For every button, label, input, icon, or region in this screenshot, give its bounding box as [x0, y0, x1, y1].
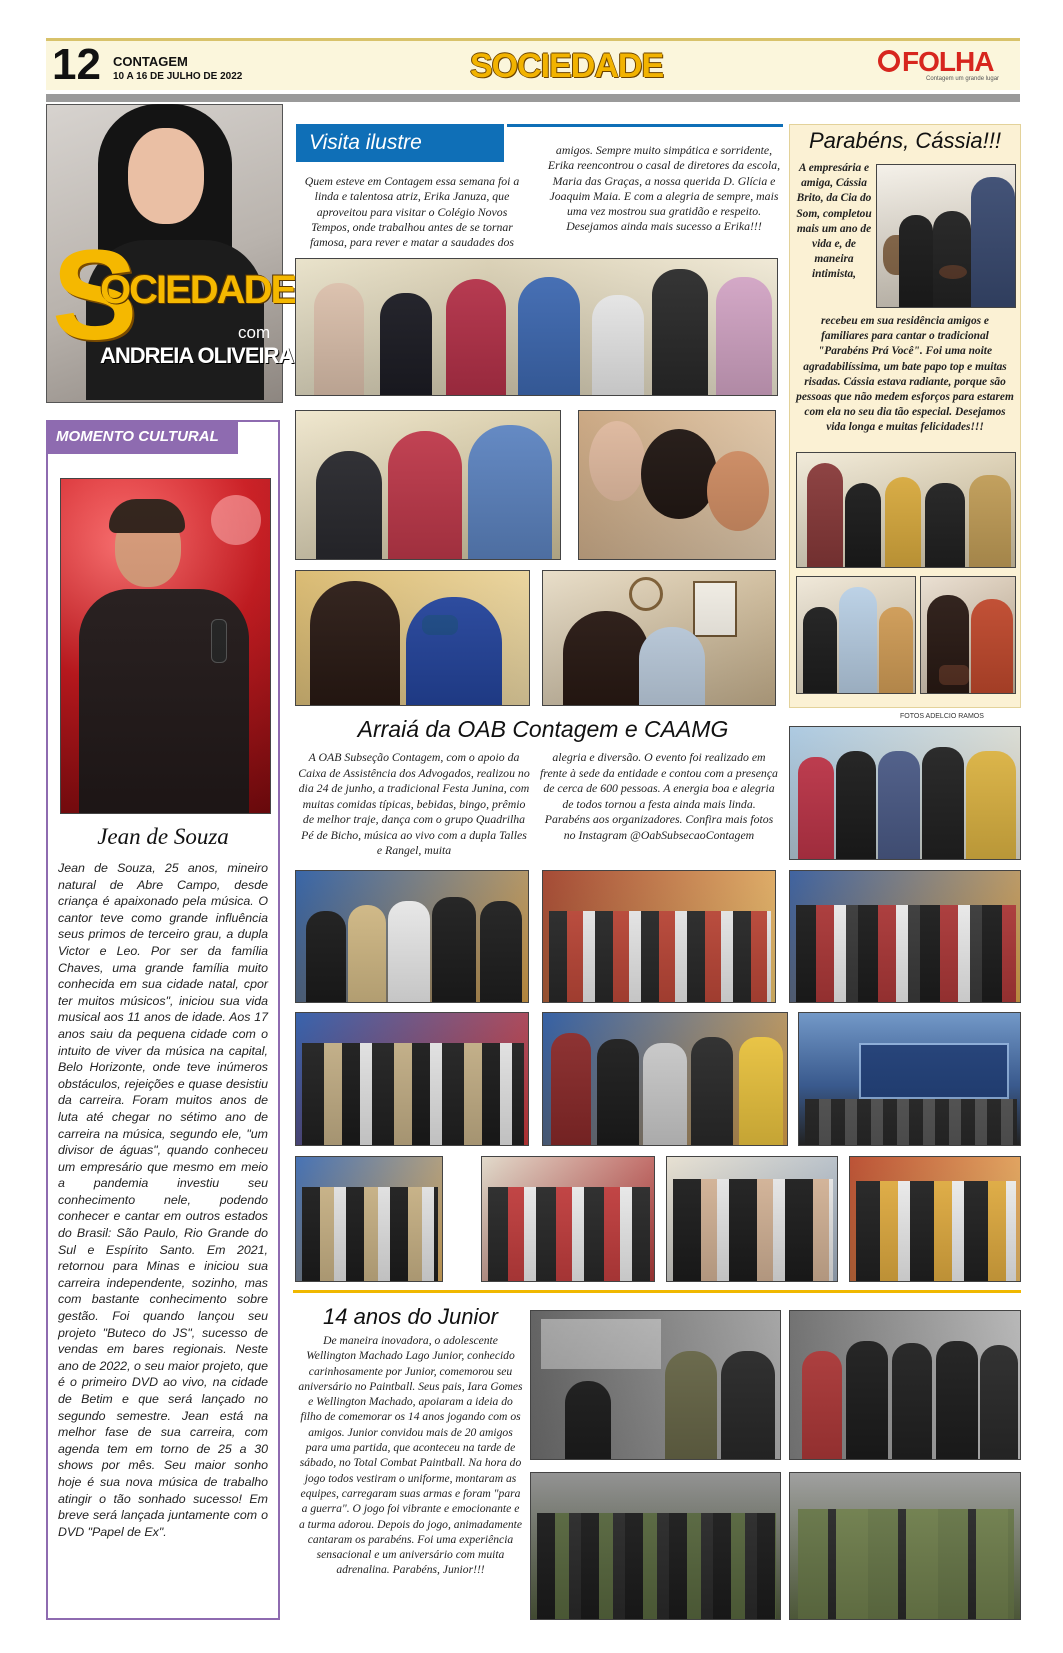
- logo-tagline: Contagem um grande lugar: [926, 76, 1000, 82]
- arraia-photo-10: [849, 1156, 1021, 1282]
- cassia-group-photo-2: [796, 576, 916, 694]
- visita-masked-photo: [295, 570, 530, 706]
- arraia-photo-8: [481, 1156, 655, 1282]
- banner-word: OCIEDADE: [100, 268, 296, 312]
- arraia-photo-1: [789, 726, 1021, 860]
- cassia-main-photo: [876, 164, 1016, 308]
- visita-title: Visita ilustre: [309, 131, 422, 154]
- junior-text: De maneira inovadora, o adolescente Wellington Machado Lago Junior, conhecido carinhosamente por Junior, comemorou seu aniversário no Paintball. Seus pais, Iara Gomes e Wellington Machado, apoiaram a ideia do filho de comemorar os 14 anos jogando com os amigos. Junior convidou mais de 20 amigos para uma partida, que aconteceu na tarde de sábado, no Total Combat Paintball. Na hora do jogo todos vestiram o uniforme, montaram as equipes, carregaram suas armas e foram "para a guerra". O jogo foi vibrante e emocionante e a turma adorou. Depois do jogo, animadamente cantaram os parabéns. Foi uma experiência sensacional e um aniversário com muita adrenalina. Parabéns, Junior!!!: [298, 1334, 523, 1577]
- banner-big-letter: S: [52, 224, 138, 367]
- arraia-photo-3: [542, 870, 776, 1003]
- parabens-text-narrow: A empresária e amiga, Cássia Brito, da Cia do Som, completou mais um ano de vida e, de maneira intimista,: [796, 162, 872, 281]
- visita-photo-trio: [295, 410, 561, 560]
- junior-family-photo: [789, 1310, 1021, 1460]
- parabens-text-wide: recebeu em sua residência amigos e familiares para cantar o tradicional "Parabéns Prá Você". Foi uma noite agradabilíssima, um bate papo top e muitas risadas. Cássia estava radiante, porque são pessoas que não medem esforços para estarem com ela no seu dia tão especial. Desejamos vida longa e muitas felicidades!!!: [796, 315, 1014, 434]
- visita-text-col1: Quem esteve em Contagem essa semana foi a linda e talentosa atriz, Erika Januza, que aproveitou para visitar o Colégio Novos Tempos, onde trabalhou antes de se tornar famosa, para rever e matar a saudades dos: [304, 174, 520, 250]
- columnist-name: ANDREIA OLIVEIRA: [100, 343, 294, 368]
- arraia-title: Arraiá da OAB Contagem e CAAMG: [357, 716, 729, 742]
- visita-selfie-photo: [578, 410, 776, 560]
- arraia-text-col1: A OAB Subseção Contagem, com o apoio da Caixa de Assistência dos Advogados, realizou no dia 24 de junho, a tradicional Festa Junina, com muitas comidas típicas, bebidas, bingo, prêmio de melhor traje, dança com o grupo Quadrilha Pé de Bicho, música ao vivo com a dupla Talles e Rangel, muita: [298, 750, 530, 857]
- photo-credit: FOTOS ADELCIO RAMOS: [900, 713, 984, 720]
- arraia-photo-2: [295, 870, 529, 1003]
- junior-title: 14 anos do Junior: [323, 1304, 498, 1329]
- cassia-cake-photo: [920, 576, 1016, 694]
- visita-group-photo: [295, 258, 778, 396]
- section-divider: [293, 1290, 1021, 1293]
- jean-name-title: Jean de Souza: [97, 824, 229, 849]
- visita-text-col2: amigos. Sempre muito simpática e sorridente, Erika reencontrou o casal de diretores da escola, Maria das Graças, a nossa querida D. Glícia e Joaquim Maia. E com a alegria de sempre, mais uma vez mostrou sua gratidão e respeito. Desejamos ainda mais sucesso a Erika!!!: [547, 143, 781, 234]
- city-label: CONTAGEM: [113, 54, 188, 69]
- columnist-photo-face: [128, 128, 204, 224]
- header-divider: [46, 94, 1020, 102]
- folha-logo-icon: [878, 50, 900, 72]
- arraia-photo-7: [295, 1156, 443, 1282]
- arraia-photo-6: [542, 1012, 788, 1146]
- edition-dates: 10 A 16 DE JULHO DE 2022: [113, 71, 243, 82]
- visita-rule: [507, 124, 783, 127]
- arraia-stage-photo: [798, 1012, 1021, 1146]
- arraia-photo-4: [789, 870, 1021, 1003]
- cultural-tab-title: MOMENTO CULTURAL: [56, 428, 219, 445]
- page-number: 12: [52, 40, 101, 89]
- junior-paintball-girls-photo: [789, 1472, 1021, 1620]
- newspaper-logo: FOLHA: [902, 46, 994, 77]
- junior-party-photo: [530, 1310, 781, 1460]
- cassia-group-photo-1: [796, 452, 1016, 568]
- jean-de-souza-photo: [60, 478, 271, 814]
- jean-article-text: Jean de Souza, 25 anos, mineiro natural de Abre Campo, desde criança é apaixonado pela música. O cantor teve como grande influência seus primos de terceiro grau, a dupla Victor e Leo. Por ser da família Chaves, uma grande família muito conhecida em sua cidade natal, cpor ter muitos músicos", iniciou sua vida musical aos 11 anos de idade. Aos 17 anos saiu da pequena cidade com o intuito de viver da música na capital, Belo Horizonte, onde teve inúmeros obstáculos, rejeições e quase desistiu da carreira. Foram muitos anos de luta até chegar no sétimo ano de carreira na música, segundo ele, "um divisor de águas", quando conheceu um empresário que mesmo em meio a pandemia investiu seu conhecimento nele, podendo conhecer e cantar em outros estados do Brasil: São Paulo, Rio Grande do Sul e Espírito Santo. Em 2021, retornou para Minas e iniciou sua carreira independente, sozinho, mas com bastante conhecimento sobre gestão. Foi quando lançou seu projeto "Buteco do JS", sucesso de vendas em bares regionais. Neste ano de 2022, o seu maior projeto, que é o primeiro DVD ao vivo, na cidade de Betim e que será lançado no segundo semestre. Jean está na melhor fase de sua carreira, com agenda tem em torno de 25 a 30 shows por mês. Seu maior sonho hoje é sua nova música de trabalho atingir o tão sonhado sucesso! Em breve será lançada juntamente com o DVD "Papel de Ex".: [58, 861, 268, 1539]
- parabens-title: Parabéns, Cássia!!!: [809, 128, 1001, 153]
- arraia-photo-5: [295, 1012, 529, 1146]
- arraia-text-col2: alegria e diversão. O evento foi realizado em frente à sede da entidade e contou com a presença de cerca de 600 pessoas. A energia boa e alegria de todos tornou a festa ainda mais linda. Parabéns aos organizadores. Confira mais fotos no Instagram @OabSubsecaoContagem: [540, 750, 778, 842]
- banner-connector: com: [238, 323, 271, 342]
- arraia-photo-9: [666, 1156, 838, 1282]
- junior-paintball-team-photo: [530, 1472, 781, 1620]
- section-title: SOCIEDADE: [470, 47, 664, 85]
- visita-office-photo: [542, 570, 776, 706]
